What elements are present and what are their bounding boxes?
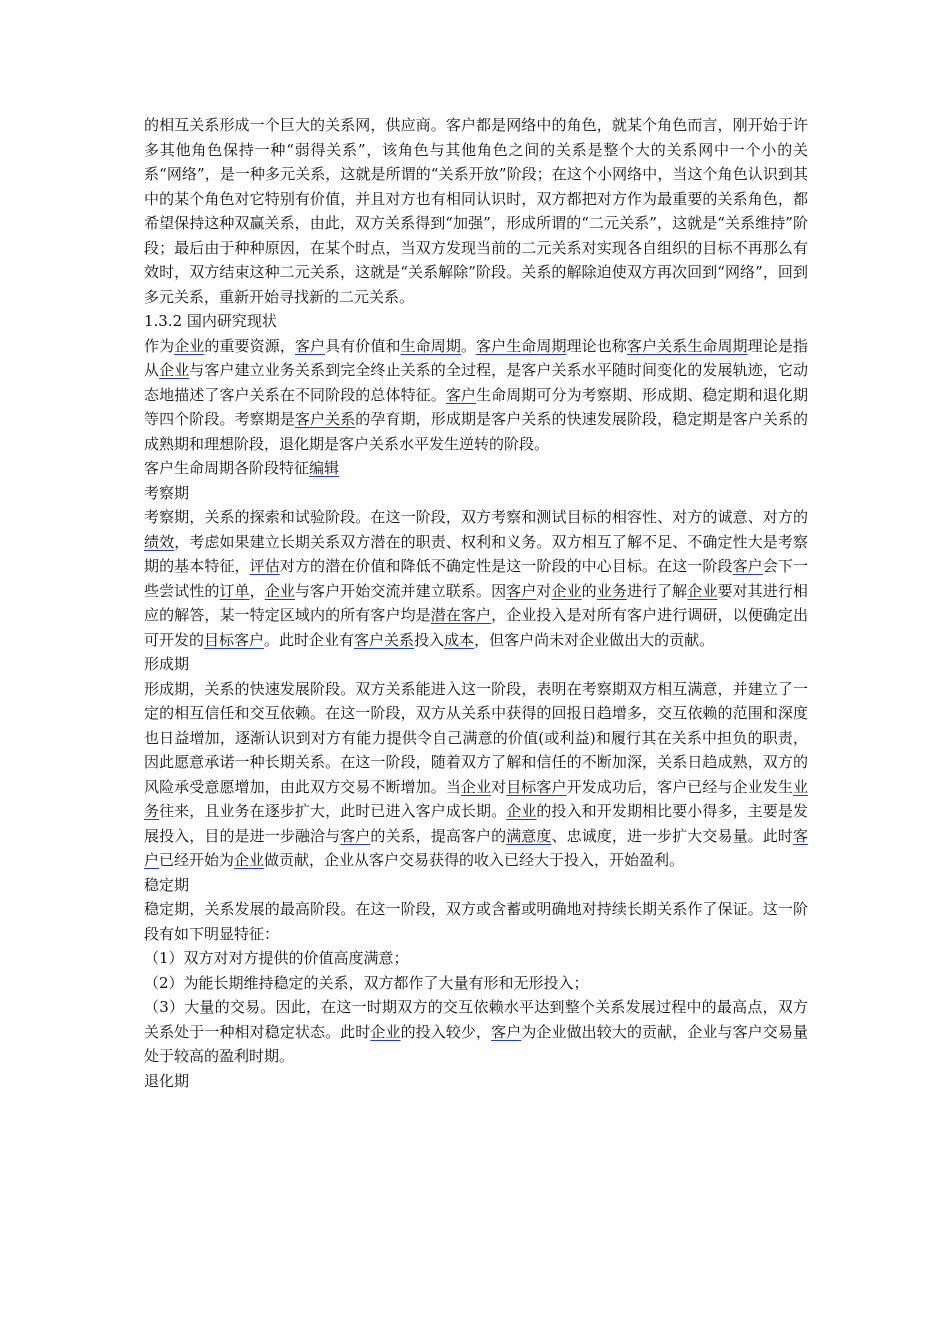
inline-link[interactable]: 客户 (506, 581, 537, 600)
text-run: 的 (581, 581, 597, 600)
inline-link[interactable]: 客户 (144, 826, 808, 869)
body-paragraph (144, 505, 808, 652)
body-paragraph (144, 897, 808, 946)
section-heading (144, 1069, 808, 1094)
inline-link[interactable]: 企业 (159, 361, 190, 379)
text-run: 对 (536, 581, 552, 600)
text-run: 形成期 (144, 655, 190, 673)
inline-link[interactable]: 客户生命周期 (476, 336, 567, 355)
text-run: ，企业投入是对所有客户进行调研，以便确定出可开发的 (144, 606, 808, 649)
text-run: 的投入较少， (400, 1022, 492, 1041)
text-run: 会下一些尝试性的 (144, 557, 808, 600)
inline-link[interactable]: 客户关系 (354, 630, 415, 649)
text-run: 往来，且业务在逐步扩大，此时已进入客户成长期。 (159, 802, 507, 820)
section-heading (144, 309, 808, 334)
inline-link[interactable]: 企业 (460, 777, 492, 796)
inline-link[interactable]: 目标客户 (204, 630, 265, 649)
inline-link[interactable]: 企业 (264, 581, 295, 600)
text-run: 客户生命周期各阶段特征 (144, 459, 310, 477)
body-paragraph (144, 946, 808, 971)
inline-link[interactable]: 目标客户 (506, 777, 567, 796)
text-run: 的关系，提高客户的 (370, 826, 507, 845)
text-run: 理论是指从 (144, 336, 808, 379)
text-run: 的孕育期，形成期是客户关系的快速发展阶段，稳定期是客户关系的成熟期和理想阶段，退化期是客户关系水平发生逆转的阶段。 (144, 410, 808, 453)
text-run: （2）为能长期维持稳定的关系，双方都作了大量有形和无形投入； (144, 973, 589, 992)
text-run: 稳定期 (144, 875, 190, 894)
text-run: 具有价值和 (325, 336, 401, 355)
section-heading (144, 456, 808, 481)
body-paragraph (144, 677, 808, 873)
text-run: 考察期 (144, 483, 190, 502)
text-run: 的相互关系形成一个巨大的关系网，供应商。客户都是网络中的角色，就某个角色而言，刚开始于许多其他角色保持一种“弱得关系”，该角色与其他角色之间的关系是整个大的关系网中一个小的关系“网络”，是一种多元关系，这就是所谓的“关系开放”阶段；在这个小网络中，当这个角色认识到其中的某个角色对它特别有价值，并且对方也有相同认识时，双方都把对方作为最重要的关系角色，都希望保持这种双赢关系，由此，双方关系得到“加强”，形成所谓的“二元关系”，这就是“关系维持”阶段；最后由于种种原因，在某个时点，当双方发现当前的二元关系对实现各自组织的目标不再那么有效时，双方结束这种二元关系，这就是“关系解除”阶段。关系的解除迫使双方再次回到“网络”，回到多元关系，重新开始寻找新的二元关系。 (144, 116, 808, 306)
inline-link[interactable]: 生命周期 (400, 336, 461, 355)
text-run: 生命周期可分为考察期、形成期、稳定期和退化期等四个阶段。考察期是 (144, 385, 808, 428)
text-run: 退化期 (144, 1071, 190, 1090)
inline-link[interactable]: 业务 (144, 777, 808, 820)
inline-link[interactable]: 满意度 (506, 826, 552, 845)
text-run: 。此时企业有 (264, 630, 355, 649)
text-run: ，但客户尚未对企业做出大的贡献。 (474, 630, 715, 649)
section-heading (144, 481, 808, 506)
text-run: 形成期，关系的快速发展阶段。双方关系能进入这一阶段，表明在考察期双方相互满意，并建立了一定的相互信任和交互依赖。在这一阶段，双方从关系中获得的回报日趋增多，交互依赖的范围和深度也日益增加，逐渐认识到对方有能力提供令自己满意的价值(或利益)和履行其在关系中担负的职责，因此愿意承诺一种长期关系。在这一阶段，随着双方了解和信任的不断加深，关系日趋成熟，双方的风险承受意愿增加，由此双方交易不断增加。当 (144, 679, 808, 796)
inline-link[interactable]: 成本 (444, 630, 475, 649)
text-run: 与客户建立业务关系到完全终止关系的全过程，是客户关系水平随时间变化的发展轨迹，它动态地描述了客户关系在不同阶段的总体特征。 (144, 361, 808, 404)
text-run: 。 (460, 336, 477, 355)
inline-link[interactable]: 潜在客户 (430, 606, 492, 624)
inline-link[interactable]: 企业 (506, 802, 537, 820)
inline-link[interactable]: 客户 (491, 1022, 522, 1041)
text-run: 已经开始为 (159, 851, 235, 869)
inline-link[interactable]: 企业 (551, 581, 582, 600)
body-paragraph (144, 971, 808, 996)
inline-link[interactable]: 业务 (596, 581, 627, 600)
inline-link[interactable]: 客户关系生命周期 (626, 336, 748, 355)
text-run: 进行了解 (626, 581, 688, 600)
text-run: 为企业做出较大的贡献，企业与客户交易量处于较高的盈利时期。 (144, 1022, 808, 1065)
text-run: ， (249, 581, 265, 600)
text-run: 要对其进行相应的解答，某一特定区域内的所有客户均是 (144, 581, 808, 624)
inline-link[interactable]: 客户 (732, 557, 763, 575)
inline-link[interactable]: 企业 (174, 336, 205, 355)
text-run: 1.3.2 国内研究现状 (144, 312, 277, 330)
inline-link[interactable]: 客户 (294, 336, 326, 355)
text-run: 与客户开始交流并建立联系。因 (294, 581, 507, 600)
document-body (144, 113, 808, 1093)
text-run: 的投入和开发期相比要小得多，主要是发展投入，目的是进一步融洽与 (144, 802, 808, 845)
body-paragraph (144, 113, 808, 309)
inline-link[interactable]: 客户 (445, 385, 477, 404)
text-run: 的重要资源， (204, 336, 295, 355)
text-run: 开发成功后，客户已经与企业发生 (566, 777, 793, 796)
text-run: 做贡献，企业从客户交易获得的收入已经大于投入，开始盈利。 (264, 851, 685, 869)
text-run: （3）大量的交易。因此，在这一时期双方的交互依赖水平达到整个关系发展过程中的最高点，双方关系处于一种相对稳定状态。此时 (144, 998, 808, 1041)
inline-link[interactable]: 企业 (234, 851, 265, 869)
text-run: 对 (491, 777, 507, 796)
text-run: 作为 (144, 336, 175, 355)
body-paragraph (144, 995, 808, 1069)
text-run: 投入 (414, 630, 445, 649)
inline-link[interactable]: 编辑 (309, 459, 340, 477)
text-run: ，考虑如果建立长期关系双方潜在的职责、权利和义务。双方相互了解不足、不确定性大是考察期的基本特征， (144, 532, 808, 575)
text-run: 对方的潜在价值和降低不确定性是这一阶段的中心目标。在这一阶段 (279, 557, 733, 575)
inline-link[interactable]: 订单 (219, 581, 250, 600)
inline-link[interactable]: 企业 (687, 581, 718, 600)
inline-link[interactable]: 评估 (249, 557, 280, 575)
section-heading (144, 652, 808, 677)
text-run: 、忠诚度，进一步扩大交易量。此时 (551, 826, 793, 845)
inline-link[interactable]: 绩效 (144, 532, 175, 551)
text-run: 稳定期，关系发展的最高阶段。在这一阶段，双方或含蓄或明确地对持续长期关系作了保证。这一阶段有如下明显特征： (144, 900, 808, 943)
inline-link[interactable]: 客户 (340, 826, 371, 845)
section-heading (144, 873, 808, 898)
text-run: （1）双方对对方提供的价值高度满意； (144, 949, 409, 967)
inline-link[interactable]: 客户关系 (294, 410, 356, 428)
body-paragraph (144, 334, 808, 457)
text-run: 理论也称 (566, 336, 627, 355)
text-run: 考察期，关系的探索和试验阶段。在这一阶段，双方考察和测试目标的相容性、对方的诚意、对方的 (144, 508, 808, 526)
inline-link[interactable]: 企业 (370, 1022, 401, 1041)
